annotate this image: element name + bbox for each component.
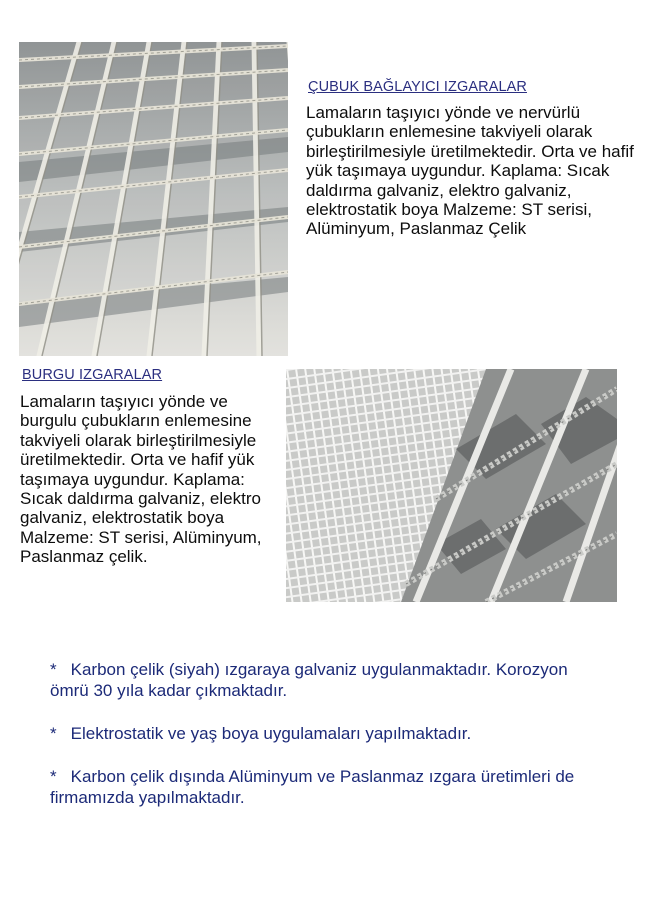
note-text: Elektrostatik ve yaş boya uygulamaları yapılmaktadır. — [70, 724, 472, 743]
twisted-grating-photo — [286, 369, 617, 602]
rebar-grating-photo — [19, 42, 288, 356]
note-item-galvanizing — [50, 659, 610, 701]
bullet-star: * — [50, 660, 57, 679]
section-description-twisted-grating: Lamaların taşıyıcı yönde ve burgulu çubukların enlemesine takviyeli olarak birleştirilmesiyle üretilmektedir. Orta ve hafif yük taşımaya uygundur. Kaplama: Sıcak daldırma galvaniz, elektro galvaniz, elektrostatik boya Malzeme: ST serisi, Alüminyum, Paslanmaz çelik. — [20, 392, 262, 567]
section-title-rebar-grating: ÇUBUK BAĞLAYICI IZGARALAR — [308, 79, 527, 95]
section-description-rebar-grating: Lamaların taşıyıcı yönde ve nervürlü çubukların enlemesine takviyeli olarak birleştirilmesiyle üretilmektedir. Orta ve hafif yük taşımaya uygundur. Kaplama: Sıcak daldırma galvaniz, elektro galvaniz, elektrostatik boya Malzeme: ST serisi, Alüminyum, Paslanmaz Çelik — [306, 103, 634, 239]
section-title-twisted-grating: BURGU IZGARALAR — [22, 367, 163, 383]
note-item-painting — [50, 723, 610, 744]
bullet-star: * — [50, 767, 57, 786]
note-text: Karbon çelik dışında Alüminyum ve Paslanmaz ızgara üretimleri de firmamızda yapılmaktadır. — [50, 767, 575, 807]
notes-list — [50, 659, 610, 830]
note-text: Karbon çelik (siyah) ızgaraya galvaniz uygulanmaktadır. Korozyon ömrü 30 yıla kadar çıkmaktadır. — [50, 660, 568, 700]
note-item-materials — [50, 766, 610, 808]
bullet-star: * — [50, 724, 57, 743]
